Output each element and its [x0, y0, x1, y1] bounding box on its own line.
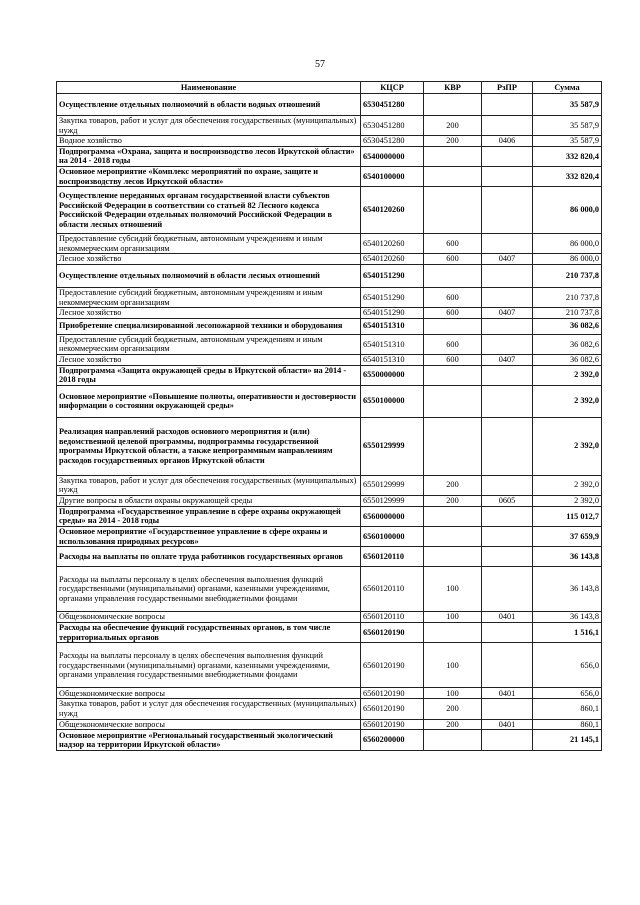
- table-row: [57, 623, 602, 643]
- cell-name: Общеэкономические вопросы: [57, 612, 361, 623]
- cell-sum: 36 082,6: [533, 318, 602, 334]
- cell-kcsr: 6540120260: [361, 234, 424, 254]
- cell-rzpr: 0407: [482, 354, 533, 365]
- cell-kcsr: 6560120110: [361, 567, 424, 612]
- cell-name: Закупка товаров, работ и услуг для обеспечения государственных (муниципальных) нужд: [57, 699, 361, 719]
- cell-sum: 332 820,4: [533, 166, 602, 186]
- cell-sum: 656,0: [533, 688, 602, 699]
- table-row: [57, 94, 602, 116]
- cell-kvr: 200: [424, 719, 482, 730]
- cell-name: Расходы на обеспечение функций государственных органов, в том числе территориальных органов: [57, 623, 361, 643]
- cell-sum: 21 145,1: [533, 730, 602, 751]
- cell-name: Основное мероприятие «Региональный государственный экологический надзор на территории Иркутской области»: [57, 730, 361, 751]
- cell-name: Основное мероприятие «Комплекс мероприятий по охране, защите и воспроизводству лесов Иркутской области»: [57, 166, 361, 186]
- cell-rzpr: [482, 94, 533, 116]
- page-number: 57: [315, 59, 325, 70]
- cell-name: Подпрограмма «Охрана, защита и воспроизводство лесов Иркутской области» на 2014 - 2018 годы: [57, 146, 361, 166]
- table-header-row: [57, 82, 602, 94]
- cell-kvr: [424, 187, 482, 234]
- cell-name: Подпрограмма «Защита окружающей среды в Иркутской области» на 2014 - 2018 годы: [57, 365, 361, 385]
- table-row: [57, 116, 602, 136]
- table-row: [57, 506, 602, 526]
- table-row: [57, 187, 602, 234]
- table-row: [57, 567, 602, 612]
- cell-kcsr: 6550129999: [361, 495, 424, 506]
- cell-kvr: [424, 417, 482, 475]
- table-row: [57, 234, 602, 254]
- cell-name: Закупка товаров, работ и услуг для обеспечения государственных (муниципальных) нужд: [57, 475, 361, 495]
- cell-rzpr: 0401: [482, 688, 533, 699]
- cell-sum: 35 587,9: [533, 136, 602, 147]
- cell-rzpr: [482, 506, 533, 526]
- cell-kcsr: 6540151310: [361, 354, 424, 365]
- table-row: [57, 318, 602, 334]
- cell-rzpr: [482, 365, 533, 385]
- cell-rzpr: [482, 234, 533, 254]
- cell-kvr: 600: [424, 354, 482, 365]
- cell-name: Общеэкономические вопросы: [57, 719, 361, 730]
- cell-rzpr: [482, 643, 533, 688]
- cell-kvr: 600: [424, 234, 482, 254]
- cell-name: Основное мероприятие «Государственное управление в сфере охраны и использования природных ресурсов»: [57, 527, 361, 547]
- cell-rzpr: 0407: [482, 308, 533, 319]
- cell-kvr: [424, 385, 482, 417]
- cell-rzpr: [482, 623, 533, 643]
- cell-kcsr: 6540120260: [361, 254, 424, 265]
- table-row: [57, 699, 602, 719]
- cell-rzpr: [482, 385, 533, 417]
- cell-kvr: 200: [424, 136, 482, 147]
- cell-name: Другие вопросы в области охраны окружающей среды: [57, 495, 361, 506]
- cell-sum: 86 000,0: [533, 187, 602, 234]
- cell-kvr: 600: [424, 287, 482, 307]
- cell-kcsr: 6560200000: [361, 730, 424, 751]
- cell-name: Лесное хозяйство: [57, 254, 361, 265]
- table-row: [57, 365, 602, 385]
- cell-kcsr: 6560120190: [361, 719, 424, 730]
- table-row: [57, 334, 602, 354]
- cell-kvr: [424, 94, 482, 116]
- cell-kcsr: 6560120190: [361, 623, 424, 643]
- cell-kvr: [424, 146, 482, 166]
- cell-kcsr: 6540151290: [361, 308, 424, 319]
- cell-kcsr: 6540151290: [361, 264, 424, 287]
- cell-name: Осуществление переданных органам государственной власти субъектов Российской Федерации в соответствии со статьей 82 Лесного кодекса Российской Федерации отдельных полномочий Российской Федерации в области лесных отношений: [57, 187, 361, 234]
- cell-rzpr: [482, 187, 533, 234]
- cell-name: Закупка товаров, работ и услуг для обеспечения государственных (муниципальных) нужд: [57, 116, 361, 136]
- budget-table: [56, 81, 602, 751]
- cell-kvr: 100: [424, 567, 482, 612]
- cell-kvr: 200: [424, 475, 482, 495]
- table-row: [57, 254, 602, 265]
- cell-name: Осуществление отдельных полномочий в области лесных отношений: [57, 264, 361, 287]
- cell-rzpr: [482, 417, 533, 475]
- cell-kcsr: 6540151310: [361, 318, 424, 334]
- table-row: [57, 719, 602, 730]
- cell-name: Осуществление отдельных полномочий в области водных отношений: [57, 94, 361, 116]
- cell-kcsr: 6560120190: [361, 643, 424, 688]
- cell-kcsr: 6530451280: [361, 116, 424, 136]
- table-row: [57, 612, 602, 623]
- cell-kvr: 100: [424, 612, 482, 623]
- cell-sum: 210 737,8: [533, 308, 602, 319]
- cell-sum: 210 737,8: [533, 264, 602, 287]
- cell-sum: 1 516,1: [533, 623, 602, 643]
- table-row: [57, 354, 602, 365]
- cell-kcsr: 6560000000: [361, 506, 424, 526]
- table-row: [57, 264, 602, 287]
- cell-rzpr: [482, 264, 533, 287]
- cell-rzpr: [482, 318, 533, 334]
- cell-kvr: [424, 527, 482, 547]
- cell-rzpr: [482, 699, 533, 719]
- cell-rzpr: [482, 116, 533, 136]
- cell-kcsr: 6550129999: [361, 475, 424, 495]
- cell-kvr: 100: [424, 688, 482, 699]
- cell-name: Лесное хозяйство: [57, 354, 361, 365]
- cell-sum: 2 392,0: [533, 385, 602, 417]
- header-sum: Сумма: [533, 82, 602, 94]
- cell-rzpr: [482, 334, 533, 354]
- cell-rzpr: [482, 475, 533, 495]
- table-row: [57, 308, 602, 319]
- cell-kcsr: 6530451280: [361, 136, 424, 147]
- cell-name: Приобретение специализированной лесопожарной техники и оборудования: [57, 318, 361, 334]
- cell-name: Реализация направлений расходов основного мероприятия и (или) ведомственной целевой программы, подпрограммы государственной программы Иркутской области, а также непрограммным направлениям расходов государственных органов Иркутской области: [57, 417, 361, 475]
- cell-name: Водное хозяйство: [57, 136, 361, 147]
- table-row: [57, 495, 602, 506]
- cell-kvr: [424, 547, 482, 567]
- cell-kcsr: 6560120190: [361, 688, 424, 699]
- cell-kvr: 200: [424, 495, 482, 506]
- cell-sum: 35 587,9: [533, 94, 602, 116]
- cell-kvr: [424, 166, 482, 186]
- cell-kvr: 600: [424, 254, 482, 265]
- cell-kcsr: 6560120110: [361, 612, 424, 623]
- table-row: [57, 385, 602, 417]
- cell-kcsr: 6560100000: [361, 527, 424, 547]
- table-row: [57, 287, 602, 307]
- cell-sum: 2 392,0: [533, 417, 602, 475]
- table-row: [57, 136, 602, 147]
- cell-sum: 36 143,8: [533, 612, 602, 623]
- cell-rzpr: [482, 146, 533, 166]
- table-row: [57, 475, 602, 495]
- table-row: [57, 730, 602, 751]
- cell-kvr: 100: [424, 643, 482, 688]
- cell-kvr: 200: [424, 699, 482, 719]
- cell-kvr: 600: [424, 308, 482, 319]
- table-row: [57, 547, 602, 567]
- cell-kcsr: 6550129999: [361, 417, 424, 475]
- cell-sum: 2 392,0: [533, 495, 602, 506]
- cell-rzpr: [482, 166, 533, 186]
- header-name: Наименование: [57, 82, 361, 94]
- cell-kcsr: 6560120190: [361, 699, 424, 719]
- cell-sum: 36 143,8: [533, 547, 602, 567]
- cell-sum: 656,0: [533, 643, 602, 688]
- cell-name: Подпрограмма «Государственное управление в сфере охраны окружающей среды» на 2014 - 2018 годы: [57, 506, 361, 526]
- cell-kvr: [424, 623, 482, 643]
- cell-kcsr: 6560120110: [361, 547, 424, 567]
- cell-kcsr: 6530451280: [361, 94, 424, 116]
- cell-rzpr: [482, 287, 533, 307]
- cell-kvr: 600: [424, 334, 482, 354]
- cell-kvr: 200: [424, 116, 482, 136]
- cell-rzpr: 0407: [482, 254, 533, 265]
- cell-rzpr: [482, 527, 533, 547]
- cell-kcsr: 6540151310: [361, 334, 424, 354]
- table-row: [57, 643, 602, 688]
- cell-rzpr: 0605: [482, 495, 533, 506]
- cell-kvr: [424, 264, 482, 287]
- cell-name: Расходы на выплаты персоналу в целях обеспечения выполнения функций государственными (муниципальными) органами, казенными учреждениями, органами управления государственными внебюджетными фондами: [57, 567, 361, 612]
- cell-sum: 36 082,6: [533, 354, 602, 365]
- cell-sum: 115 012,7: [533, 506, 602, 526]
- cell-sum: 36 143,8: [533, 567, 602, 612]
- header-kvr: КВР: [424, 82, 482, 94]
- cell-kvr: [424, 318, 482, 334]
- cell-kvr: [424, 730, 482, 751]
- table-row: [57, 527, 602, 547]
- cell-name: Лесное хозяйство: [57, 308, 361, 319]
- table-row: [57, 146, 602, 166]
- cell-name: Основное мероприятие «Повышение полноты, оперативности и достоверности информации о состоянии окружающей среды»: [57, 385, 361, 417]
- cell-name: Предоставление субсидий бюджетным, автономным учреждениям и иным некоммерческим организациям: [57, 287, 361, 307]
- cell-rzpr: 0401: [482, 719, 533, 730]
- cell-name: Общеэкономические вопросы: [57, 688, 361, 699]
- table-body: [57, 94, 602, 751]
- cell-sum: 860,1: [533, 719, 602, 730]
- cell-name: Предоставление субсидий бюджетным, автономным учреждениям и иным некоммерческим организациям: [57, 234, 361, 254]
- cell-sum: 2 392,0: [533, 365, 602, 385]
- cell-sum: 35 587,9: [533, 116, 602, 136]
- header-rzpr: РзПР: [482, 82, 533, 94]
- cell-sum: 36 082,6: [533, 334, 602, 354]
- cell-sum: 860,1: [533, 699, 602, 719]
- cell-name: Предоставление субсидий бюджетным, автономным учреждениям и иным некоммерческим организациям: [57, 334, 361, 354]
- cell-rzpr: [482, 547, 533, 567]
- cell-rzpr: [482, 730, 533, 751]
- table-row: [57, 417, 602, 475]
- cell-kcsr: 6540100000: [361, 166, 424, 186]
- table-row: [57, 166, 602, 186]
- cell-sum: 2 392,0: [533, 475, 602, 495]
- cell-rzpr: 0401: [482, 612, 533, 623]
- cell-kvr: [424, 506, 482, 526]
- cell-sum: 332 820,4: [533, 146, 602, 166]
- cell-name: Расходы на выплаты по оплате труда работников государственных органов: [57, 547, 361, 567]
- header-kcsr: КЦСР: [361, 82, 424, 94]
- cell-name: Расходы на выплаты персоналу в целях обеспечения выполнения функций государственными (муниципальными) органами, казенными учреждениями, органами управления государственными внебюджетными фондами: [57, 643, 361, 688]
- cell-rzpr: [482, 567, 533, 612]
- cell-kcsr: 6540000000: [361, 146, 424, 166]
- cell-sum: 37 659,9: [533, 527, 602, 547]
- cell-sum: 86 000,0: [533, 254, 602, 265]
- cell-sum: 210 737,8: [533, 287, 602, 307]
- cell-rzpr: 0406: [482, 136, 533, 147]
- cell-kcsr: 6540120260: [361, 187, 424, 234]
- table-row: [57, 688, 602, 699]
- cell-kcsr: 6550100000: [361, 385, 424, 417]
- cell-kcsr: 6550000000: [361, 365, 424, 385]
- cell-sum: 86 000,0: [533, 234, 602, 254]
- cell-kcsr: 6540151290: [361, 287, 424, 307]
- cell-kvr: [424, 365, 482, 385]
